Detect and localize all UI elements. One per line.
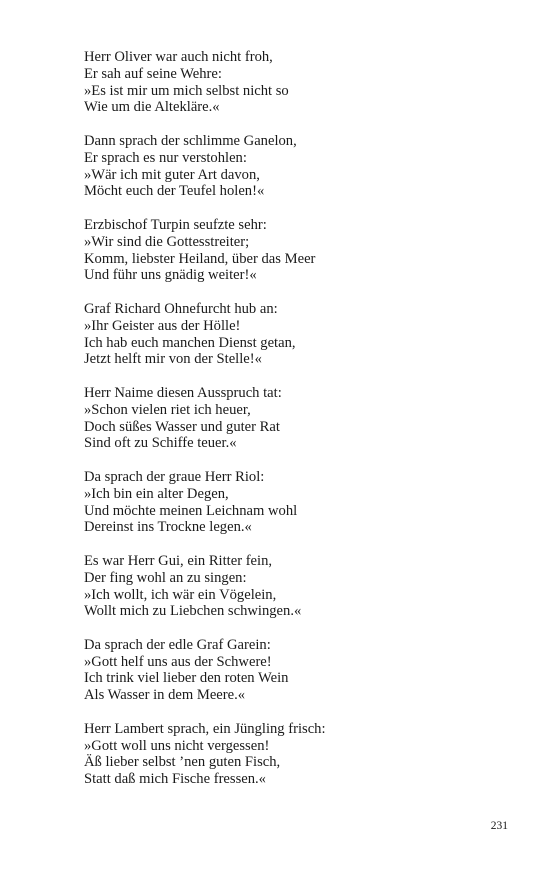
- verse-line: Da sprach der graue Herr Riol:: [84, 468, 265, 485]
- verse-line: Graf Richard Ohnefurcht hub an:: [84, 300, 278, 317]
- verse-line: Wie um die Altekläre.«: [84, 99, 220, 116]
- verse-line: Da sprach der edle Graf Garein:: [84, 636, 271, 653]
- verse-line: Möcht euch der Teufel holen!«: [84, 183, 265, 200]
- stanza: [84, 133, 504, 200]
- verse-line: Statt daß mich Fische fressen.«: [84, 771, 266, 788]
- verse-line: »Es ist mir um mich selbst nicht so: [84, 82, 289, 99]
- verse-line: Als Wasser in dem Meere.«: [84, 687, 246, 704]
- verse-line: Der fing wohl an zu singen:: [84, 569, 247, 586]
- stanza: [84, 385, 504, 452]
- verse-line: Dann sprach der schlimme Ganelon,: [84, 132, 297, 149]
- verse-line: Äß lieber selbst ’nen guten Fisch,: [84, 754, 281, 771]
- stanza: [84, 469, 504, 536]
- stanza: [84, 301, 504, 368]
- verse-line: »Gott woll uns nicht vergessen!: [84, 737, 270, 754]
- verse-line: Komm, liebster Heiland, über das Meer: [84, 250, 316, 267]
- stanza: [84, 49, 504, 116]
- verse-line: »Wär ich mit guter Art davon,: [84, 166, 260, 183]
- page-number: 231: [490, 820, 508, 832]
- verse-line: »Schon vielen riet ich heuer,: [84, 401, 251, 418]
- verse-line: Ich hab euch manchen Dienst getan,: [84, 334, 296, 351]
- stanza: [84, 637, 504, 704]
- verse-line: Herr Naime diesen Ausspruch tat:: [84, 384, 282, 401]
- verse-line: Herr Oliver war auch nicht froh,: [84, 49, 273, 65]
- verse-line: Herr Lambert sprach, ein Jüngling frisch:: [84, 720, 326, 737]
- verse-line: Doch süßes Wasser und guter Rat: [84, 418, 280, 435]
- stanza: [84, 721, 504, 788]
- verse-line: »Ich bin ein alter Degen,: [84, 485, 229, 502]
- verse-line: Es war Herr Gui, ein Ritter fein,: [84, 552, 273, 569]
- verse-line: Dereinst ins Trockne legen.«: [84, 519, 252, 536]
- verse-line: Erzbischof Turpin seufzte sehr:: [84, 216, 267, 233]
- verse-line: Jetzt helft mir von der Stelle!«: [84, 351, 262, 368]
- poem: [84, 49, 504, 805]
- verse-line: Sind oft zu Schiffe teuer.«: [84, 435, 237, 452]
- verse-line: »Gott helf uns aus der Schwere!: [84, 653, 272, 670]
- verse-line: »Ihr Geister aus der Hölle!: [84, 317, 241, 334]
- verse-line: »Wir sind die Gottesstreiter;: [84, 233, 250, 250]
- verse-line: Wollt mich zu Liebchen schwingen.«: [84, 603, 302, 620]
- verse-line: Und führ uns gnädig weiter!«: [84, 267, 257, 284]
- verse-line: »Ich wollt, ich wär ein Vögelein,: [84, 586, 277, 603]
- verse-line: Er sah auf seine Wehre:: [84, 65, 222, 82]
- verse-line: Und möchte meinen Leichnam wohl: [84, 502, 298, 519]
- verse-line: Ich trink viel lieber den roten Wein: [84, 670, 289, 687]
- stanza: [84, 553, 504, 620]
- stanza: [84, 217, 504, 284]
- verse-line: Er sprach es nur verstohlen:: [84, 149, 247, 166]
